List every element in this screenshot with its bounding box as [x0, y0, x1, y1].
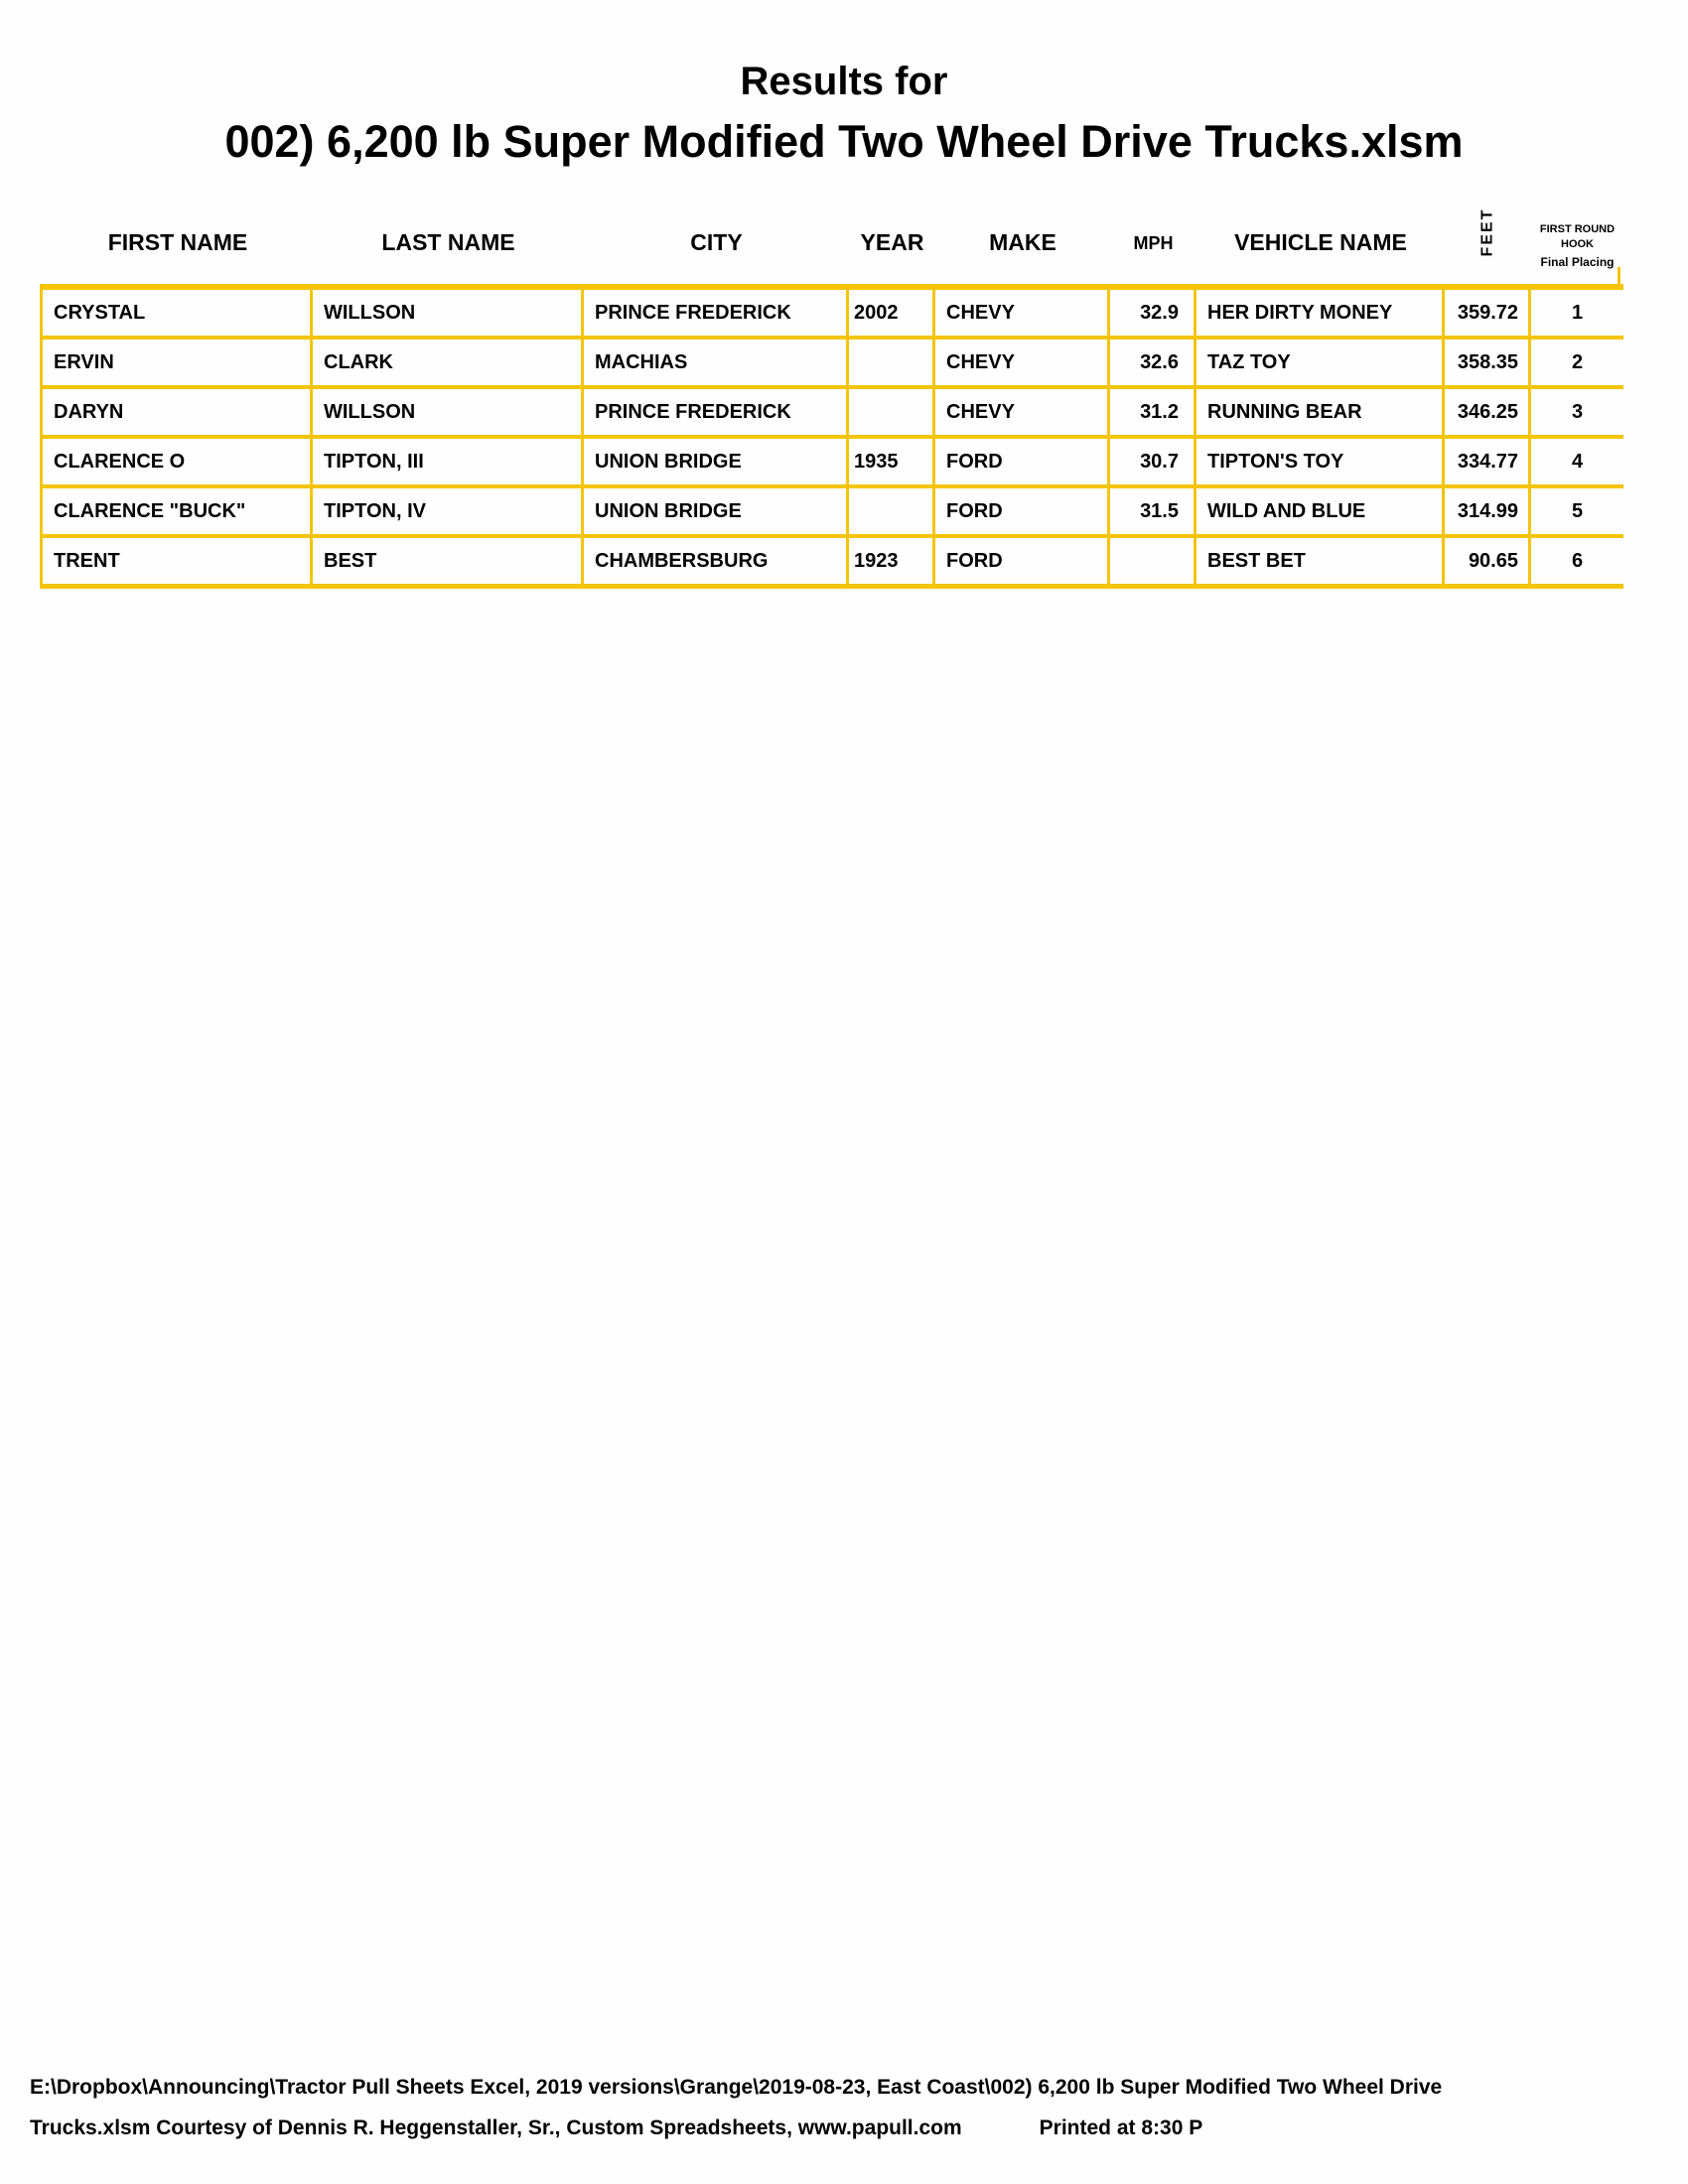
cell-city: UNION BRIDGE — [584, 488, 849, 538]
table-row — [43, 340, 1623, 389]
cell-city: CHAMBERSBURG — [584, 538, 849, 589]
footer-file-path-line: E:\Dropbox\Announcing\Tractor Pull Sheets Excel, 2019 versions\Grange\2019-08-23, East Coast\002) 6,200 lb Super Modified Two Wheel Drive — [30, 2076, 1443, 2099]
cell-last-name: CLARK — [313, 340, 584, 389]
cell-make: CHEVY — [935, 290, 1110, 340]
results-table — [40, 284, 1623, 589]
cell-mph: 32.6 — [1110, 340, 1196, 389]
column-header-mph — [1110, 183, 1196, 284]
cell-make: CHEVY — [935, 389, 1110, 439]
column-header-label: YEAR — [860, 229, 924, 255]
cell-city: PRINCE FREDERICK — [584, 290, 849, 340]
cell-last-name: TIPTON, IV — [313, 488, 584, 538]
cell-make: FORD — [935, 538, 1110, 589]
cell-mph: 32.9 — [1110, 290, 1196, 340]
cell-vehicle-name: BEST BET — [1196, 538, 1445, 589]
cell-feet: 334.77 — [1445, 439, 1531, 488]
column-header-label-rotated: FEET — [1478, 207, 1496, 257]
column-header-label: HOOK — [1561, 238, 1594, 250]
cell-mph: 30.7 — [1110, 439, 1196, 488]
cell-last-name: WILLSON — [313, 389, 584, 439]
cell-make: FORD — [935, 488, 1110, 538]
cell-final-placing: 1 — [1531, 290, 1623, 340]
page-title: Results for — [740, 60, 948, 103]
column-header-city — [584, 183, 849, 284]
column-header-feet — [1445, 183, 1531, 284]
cell-city: MACHIAS — [584, 340, 849, 389]
column-header-make — [935, 183, 1110, 284]
table-row — [43, 538, 1623, 589]
cell-final-placing: 4 — [1531, 439, 1623, 488]
table-row — [43, 488, 1623, 538]
column-header-first-name — [43, 183, 313, 284]
cell-last-name: WILLSON — [313, 290, 584, 340]
cell-first-name: DARYN — [43, 389, 313, 439]
cell-vehicle-name: TIPTON'S TOY — [1196, 439, 1445, 488]
cell-vehicle-name: TAZ TOY — [1196, 340, 1445, 389]
column-header-final-placing — [1531, 183, 1623, 284]
cell-first-name: CLARENCE O — [43, 439, 313, 488]
cell-feet: 359.72 — [1445, 290, 1531, 340]
cell-make: CHEVY — [935, 340, 1110, 389]
cell-last-name: BEST — [313, 538, 584, 589]
column-header-label: MPH — [1133, 233, 1174, 253]
cell-last-name: TIPTON, III — [313, 439, 584, 488]
column-header-year — [849, 183, 935, 284]
cell-year — [849, 389, 935, 439]
table-row — [43, 290, 1623, 340]
column-header-vehicle-name — [1196, 183, 1445, 284]
column-header-label: LAST NAME — [381, 229, 515, 255]
cell-year — [849, 488, 935, 538]
column-header-label: FIRST ROUND — [1539, 223, 1616, 235]
cell-mph: 31.2 — [1110, 389, 1196, 439]
cell-final-placing: 2 — [1531, 340, 1623, 389]
column-header-label: Final Placing — [1540, 255, 1615, 269]
table-right-edge-tick — [1618, 267, 1620, 284]
cell-make: FORD — [935, 439, 1110, 488]
page-subtitle-filename: 002) 6,200 lb Super Modified Two Wheel Drive Trucks.xlsm — [224, 116, 1464, 167]
cell-vehicle-name: HER DIRTY MONEY — [1196, 290, 1445, 340]
cell-mph — [1110, 538, 1196, 589]
column-header-label: CITY — [690, 229, 743, 255]
cell-first-name: ERVIN — [43, 340, 313, 389]
cell-final-placing: 6 — [1531, 538, 1623, 589]
cell-first-name: CRYSTAL — [43, 290, 313, 340]
table-row — [43, 439, 1623, 488]
cell-mph: 31.5 — [1110, 488, 1196, 538]
column-header-last-name — [313, 183, 584, 284]
table-header-row — [43, 183, 1623, 284]
page-footer — [30, 2067, 1668, 2148]
cell-year — [849, 340, 935, 389]
cell-city: PRINCE FREDERICK — [584, 389, 849, 439]
cell-feet: 346.25 — [1445, 389, 1531, 439]
cell-city: UNION BRIDGE — [584, 439, 849, 488]
cell-first-name: CLARENCE "BUCK" — [43, 488, 313, 538]
cell-feet: 90.65 — [1445, 538, 1531, 589]
cell-final-placing: 3 — [1531, 389, 1623, 439]
cell-feet: 358.35 — [1445, 340, 1531, 389]
cell-vehicle-name: WILD AND BLUE — [1196, 488, 1445, 538]
footer-credit-text: Trucks.xlsm Courtesy of Dennis R. Heggenstaller, Sr., Custom Spreadsheets, www.papull.com — [30, 2116, 962, 2139]
column-header-label: FIRST NAME — [107, 229, 248, 255]
cell-year: 1923 — [849, 538, 935, 589]
cell-feet: 314.99 — [1445, 488, 1531, 538]
cell-first-name: TRENT — [43, 538, 313, 589]
footer-credit-line — [30, 2108, 1668, 2148]
cell-vehicle-name: RUNNING BEAR — [1196, 389, 1445, 439]
footer-printed-at: Printed at 8:30 P — [1039, 2116, 1203, 2139]
column-header-label: VEHICLE NAME — [1234, 229, 1407, 255]
table-row — [43, 389, 1623, 439]
column-header-label: MAKE — [989, 229, 1056, 255]
cell-year: 1935 — [849, 439, 935, 488]
cell-final-placing: 5 — [1531, 488, 1623, 538]
cell-year: 2002 — [849, 290, 935, 340]
